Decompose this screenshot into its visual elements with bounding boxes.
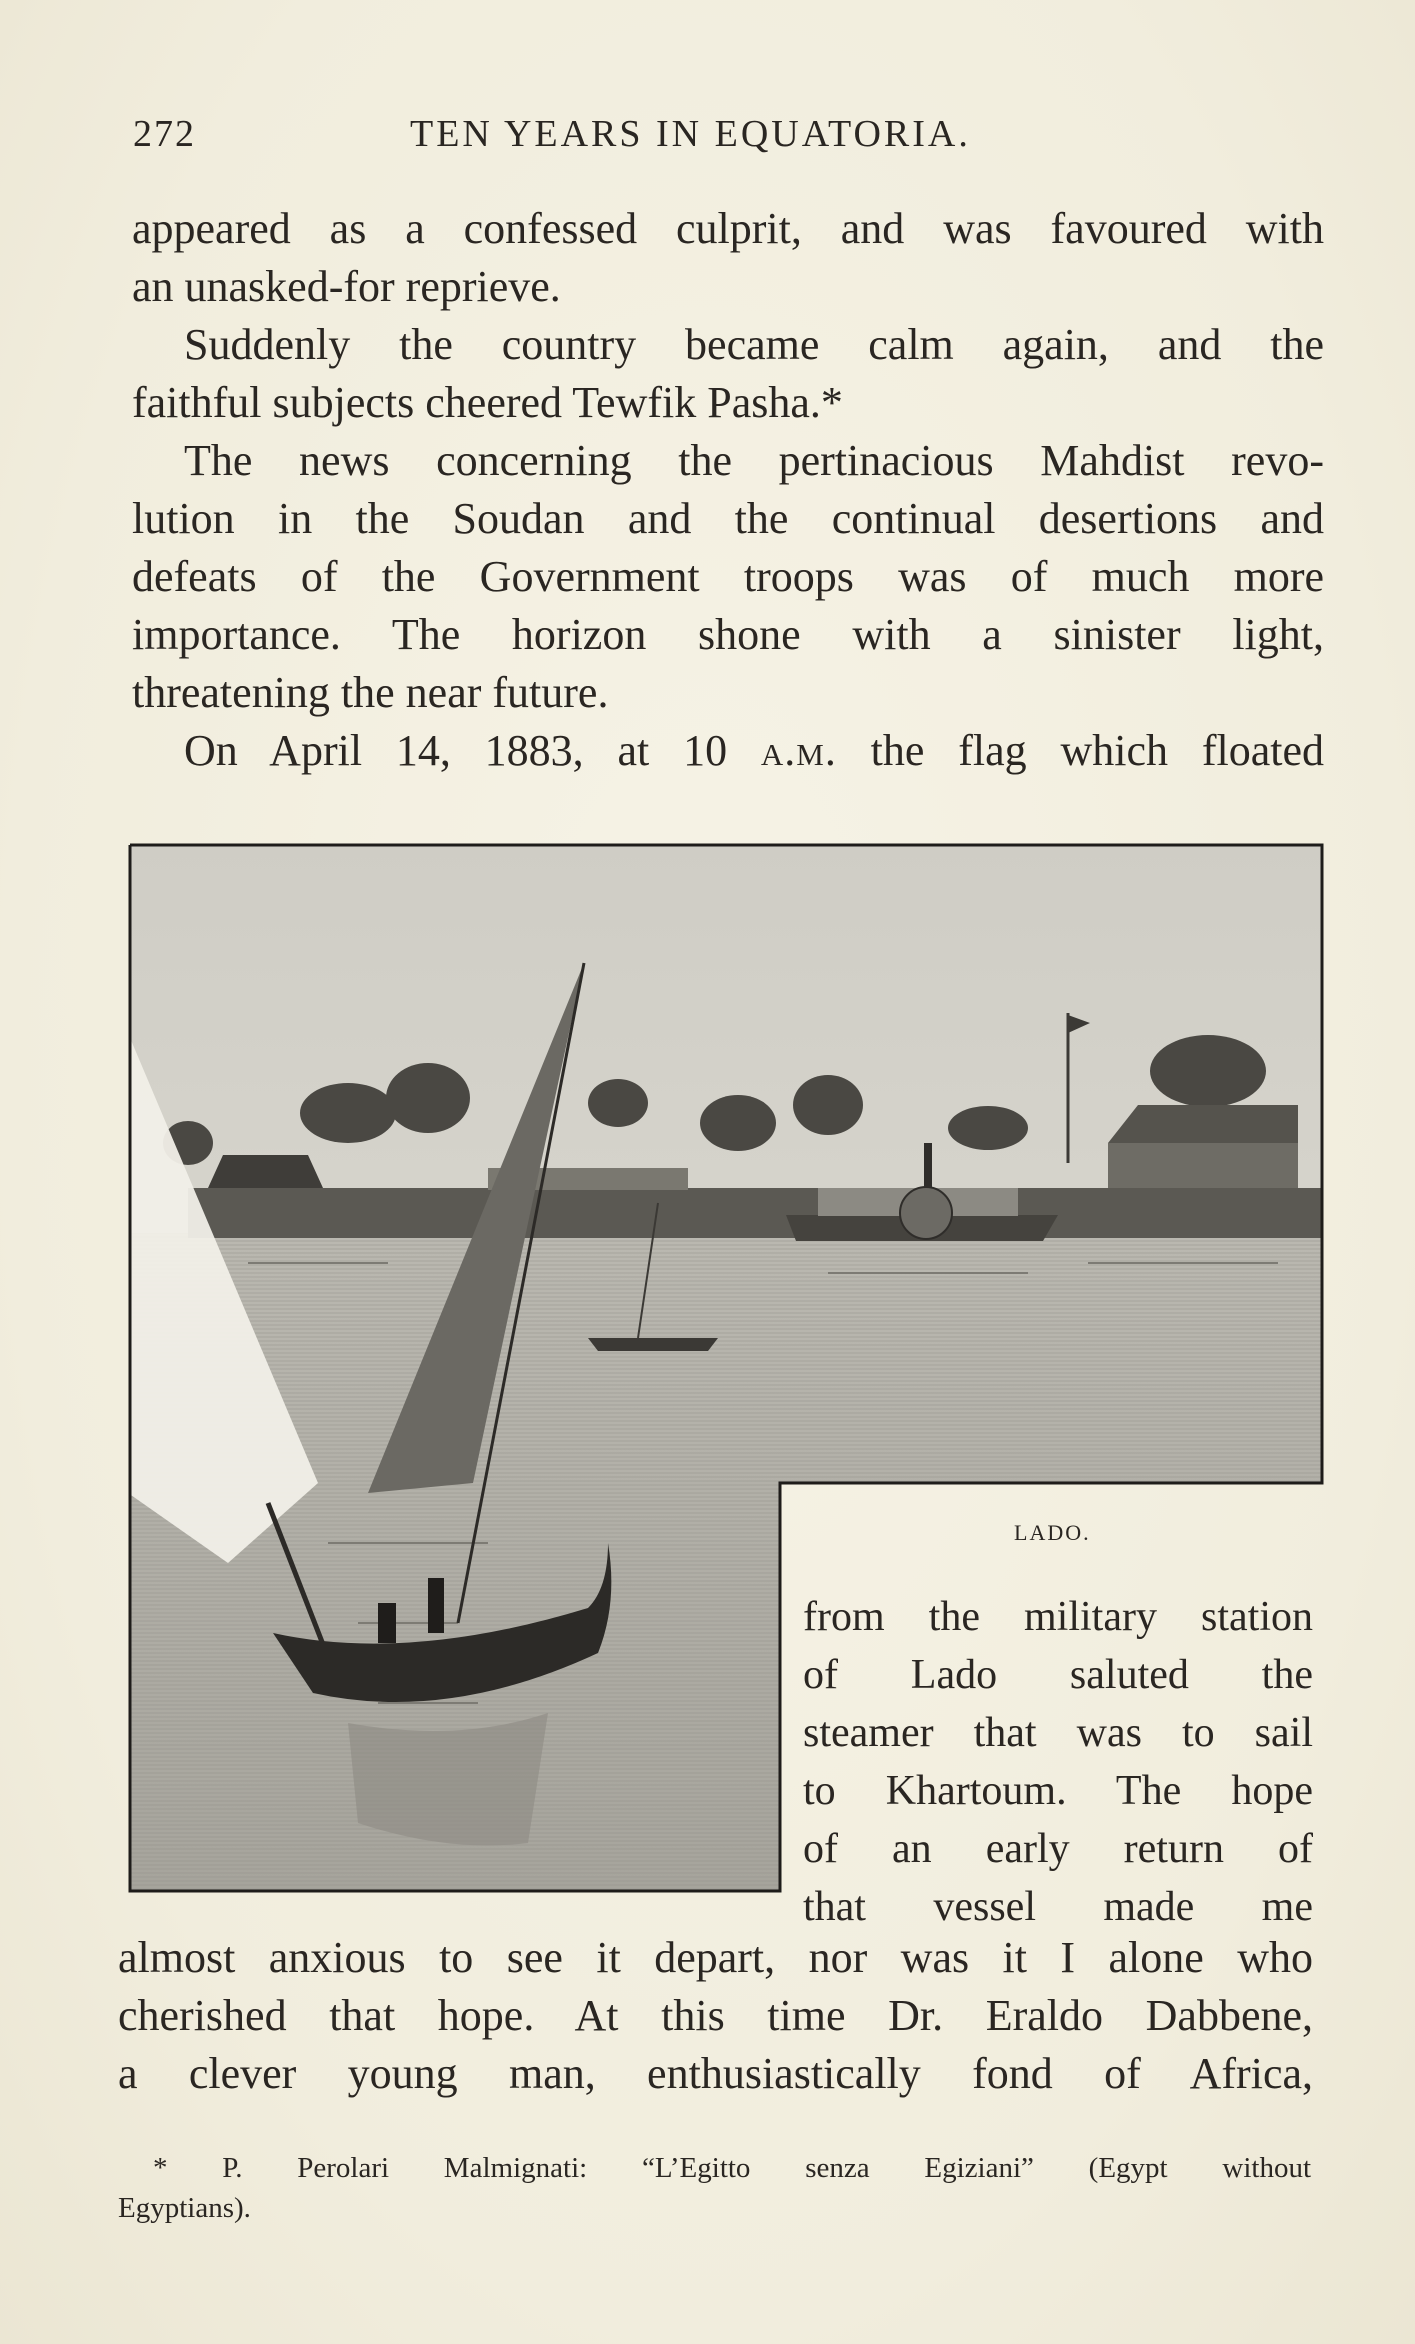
text-line: defeats of the Government troops was of much more: [132, 552, 1324, 601]
text-line: cherished that hope. At this time Dr. Eraldo Dabbene,: [118, 1991, 1313, 2040]
text-line: of Lado saluted the: [803, 1652, 1313, 1698]
text-line: threatening the near future.: [132, 668, 609, 717]
text-line: to Khartoum. The hope: [803, 1768, 1313, 1814]
page-header: [133, 112, 1323, 162]
running-head: TEN YEARS IN EQUATORIA.: [410, 113, 971, 155]
text-line: lution in the Soudan and the continual desertions and: [132, 494, 1324, 543]
text-line: almost anxious to see it depart, nor was it I alone who: [118, 1933, 1313, 1982]
page-number: 272: [133, 113, 196, 155]
small-caps-time: a.m.: [760, 726, 837, 775]
text-line: faithful subjects cheered Tewfik Pasha.*: [132, 378, 843, 427]
text-line: from the military station: [803, 1594, 1313, 1640]
body-text-bottom: [118, 1929, 1313, 2103]
text-line-with-small-caps: [132, 722, 1324, 780]
figure-caption: LADO.: [1014, 1520, 1091, 1545]
text-line: an unasked-for reprieve.: [132, 262, 561, 311]
footnote: [118, 2148, 1311, 2228]
text-line: The news concerning the pertinacious Mahdist revo-: [184, 436, 1324, 485]
text-line: a clever young man, enthusiastically fond of Africa,: [118, 2049, 1313, 2098]
text-line: Suddenly the country became calm again, and the: [184, 320, 1324, 369]
text-line: appeared as a confessed culprit, and was favoured with: [132, 204, 1324, 253]
text-segment: On April 14, 1883, at 10: [184, 726, 761, 775]
footnote-line: Egyptians).: [118, 2192, 251, 2224]
text-line: of an early return of: [803, 1826, 1313, 1872]
text-line: importance. The horizon shone with a sinister light,: [132, 610, 1324, 659]
text-segment: the flag which floated: [836, 726, 1324, 775]
text-line: that vessel made me: [803, 1884, 1313, 1930]
body-text-top: [132, 200, 1324, 780]
text-line: steamer that was to sail: [803, 1710, 1313, 1756]
footnote-line: * P. Perolari Malmignati: “L’Egitto senza Egiziani” (Egypt without: [153, 2152, 1311, 2184]
body-text-beside-figure: [803, 1588, 1313, 1936]
